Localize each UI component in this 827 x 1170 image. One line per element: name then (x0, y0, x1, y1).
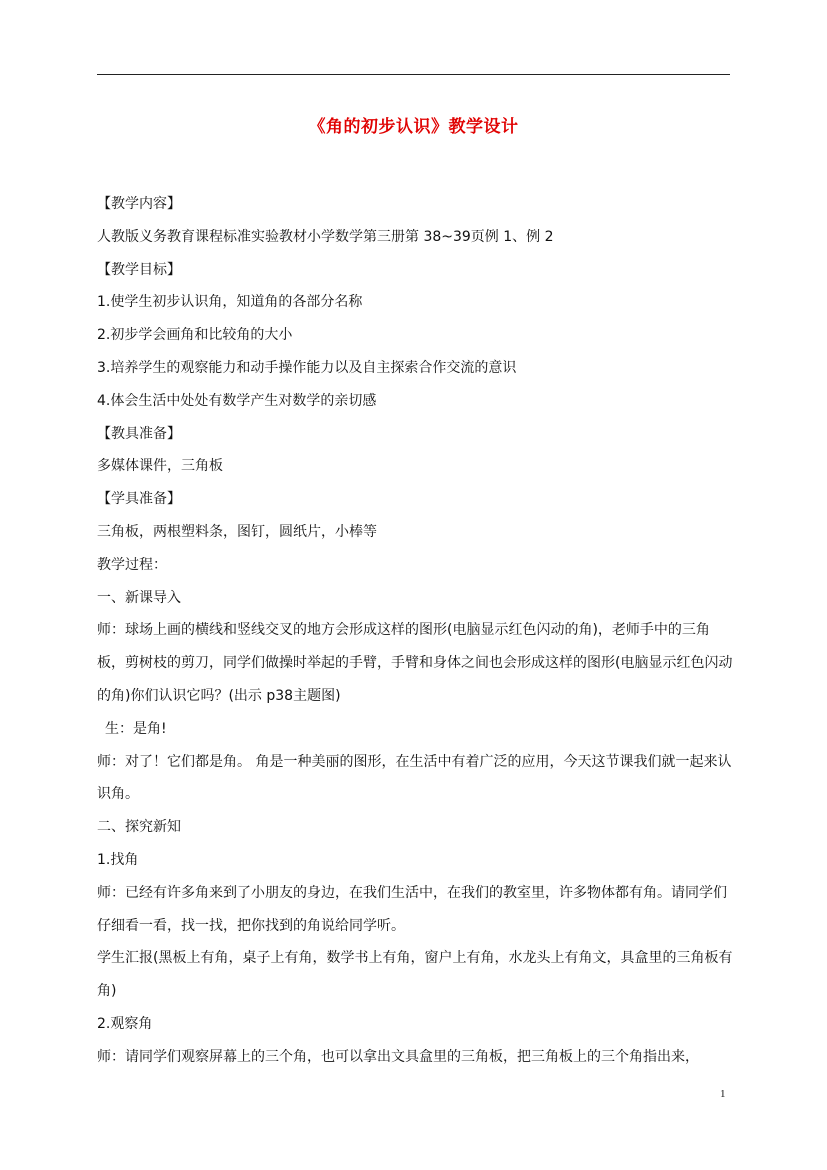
paragraph-teacher-confirm: 师：对了！它们都是角。 角是一种美丽的图形，在生活中有着广泛的应用，今天这节课我们就一起来认识角。 (97, 753, 732, 803)
section-heading-intro: 一、新课导入 (97, 589, 181, 606)
paragraph-teacher-find: 师：已经有许多角来到了小朋友的身边，在我们生活中，在我们的教室里，许多物体都有角。请同学们仔细看一看，找一找，把你找到的角说给同学听。 (97, 884, 727, 934)
paragraph-textbook-source: 人教版义务教育课程标准实验教材小学数学第三册第 38~39页例 1、例 2 (97, 228, 554, 245)
goal-item-4: 4.体会生活中处处有数学产生对数学的亲切感 (97, 392, 377, 409)
paragraph-student-aids: 三角板，两根塑料条，图钉，圆纸片，小棒等 (97, 523, 377, 540)
paragraph-student-reply: 生：是角! (105, 720, 167, 737)
goal-item-3: 3.培养学生的观察能力和动手操作能力以及自主探索合作交流的意识 (97, 359, 517, 376)
paragraph-student-report: 学生汇报(黑板上有角，桌子上有角，数学书上有角，窗户上有角，水龙头上有角文，具盒里的三角板有角) (97, 950, 733, 1000)
paragraph-teacher-intro: 师：球场上画的横线和竖线交叉的地方会形成这样的图形(电脑显示红色闪动的角)，老师手中的三角板，剪树枝的剪刀，同学们做操时举起的手臂，手臂和身体之间也会形成这样的图形(电脑显示红色闪动的角)你们认识它吗？(出示 p38主题图) (97, 622, 733, 704)
paragraph-teacher-observe: 师：请同学们观察屏幕上的三个角，也可以拿出文具盒里的三角板，把三角板上的三个角指出来， (97, 1048, 699, 1065)
subheading-observe-angles: 2.观察角 (97, 1015, 153, 1032)
page-number: 1 (720, 1088, 726, 1100)
document-title: 《角的初步认识》教学设计 (308, 117, 519, 137)
document-body (97, 188, 735, 1074)
heading-teaching-goals: 【教学目标】 (97, 261, 181, 278)
heading-student-aids: 【学具准备】 (97, 491, 181, 508)
goal-item-1: 1.使学生初步认识角，知道角的各部分名称 (97, 294, 363, 311)
section-heading-explore: 二、探究新知 (97, 819, 181, 836)
paragraph-teaching-aids: 多媒体课件，三角板 (97, 458, 223, 475)
heading-teaching-content: 【教学内容】 (97, 196, 181, 212)
heading-teaching-process: 教学过程： (97, 556, 167, 573)
goal-item-2: 2.初步学会画角和比较角的大小 (97, 327, 293, 344)
header-rule (97, 74, 730, 75)
subheading-find-angles: 1.找角 (97, 851, 139, 868)
heading-teaching-aids: 【教具准备】 (97, 425, 181, 442)
